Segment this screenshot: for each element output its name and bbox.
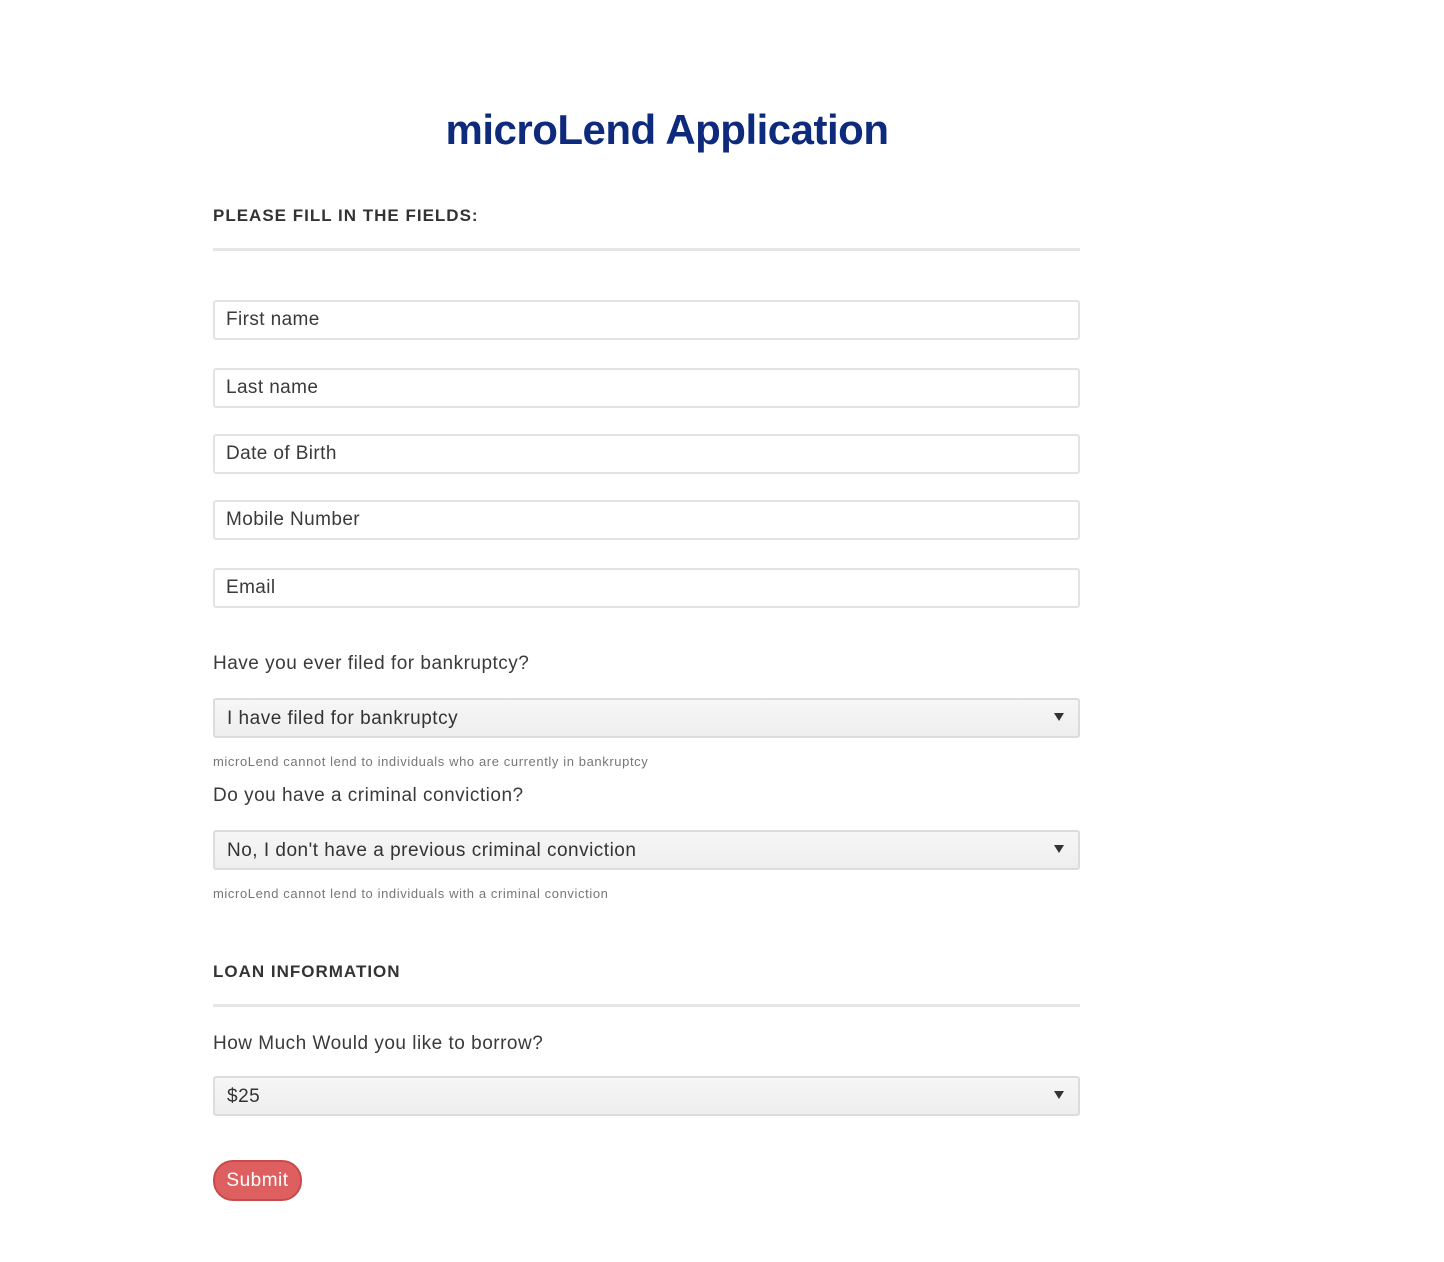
criminal-question: Do you have a criminal conviction? xyxy=(213,785,524,806)
date-of-birth-input[interactable] xyxy=(213,434,1080,474)
bankruptcy-question: Have you ever filed for bankruptcy? xyxy=(213,653,530,674)
first-name-input[interactable] xyxy=(213,300,1080,340)
submit-button[interactable]: Submit xyxy=(213,1160,302,1201)
loan-amount-selected-value: $25 xyxy=(227,1086,261,1107)
last-name-input[interactable] xyxy=(213,368,1080,408)
email-input[interactable] xyxy=(213,568,1080,608)
dropdown-arrow-icon xyxy=(1054,1091,1064,1099)
loan-amount-select[interactable] xyxy=(213,1076,1080,1116)
dropdown-arrow-icon xyxy=(1054,845,1064,853)
loan-amount-question: How Much Would you like to borrow? xyxy=(213,1033,544,1054)
loan-section-heading: LOAN INFORMATION xyxy=(213,962,401,981)
criminal-select[interactable] xyxy=(213,830,1080,870)
section-divider xyxy=(213,1004,1080,1007)
section-divider xyxy=(213,248,1080,251)
criminal-selected-value: No, I don't have a previous criminal conviction xyxy=(227,840,637,861)
page-title: microLend Application xyxy=(445,106,889,153)
mobile-number-input[interactable] xyxy=(213,500,1080,540)
bankruptcy-hint: microLend cannot lend to individuals who are currently in bankruptcy xyxy=(213,754,649,769)
criminal-hint: microLend cannot lend to individuals with a criminal conviction xyxy=(213,886,609,901)
dropdown-arrow-icon xyxy=(1054,713,1064,721)
bankruptcy-select[interactable] xyxy=(213,698,1080,738)
bankruptcy-selected-value: I have filed for bankruptcy xyxy=(227,708,459,729)
personal-section-heading: PLEASE FILL IN THE FIELDS: xyxy=(213,206,479,225)
